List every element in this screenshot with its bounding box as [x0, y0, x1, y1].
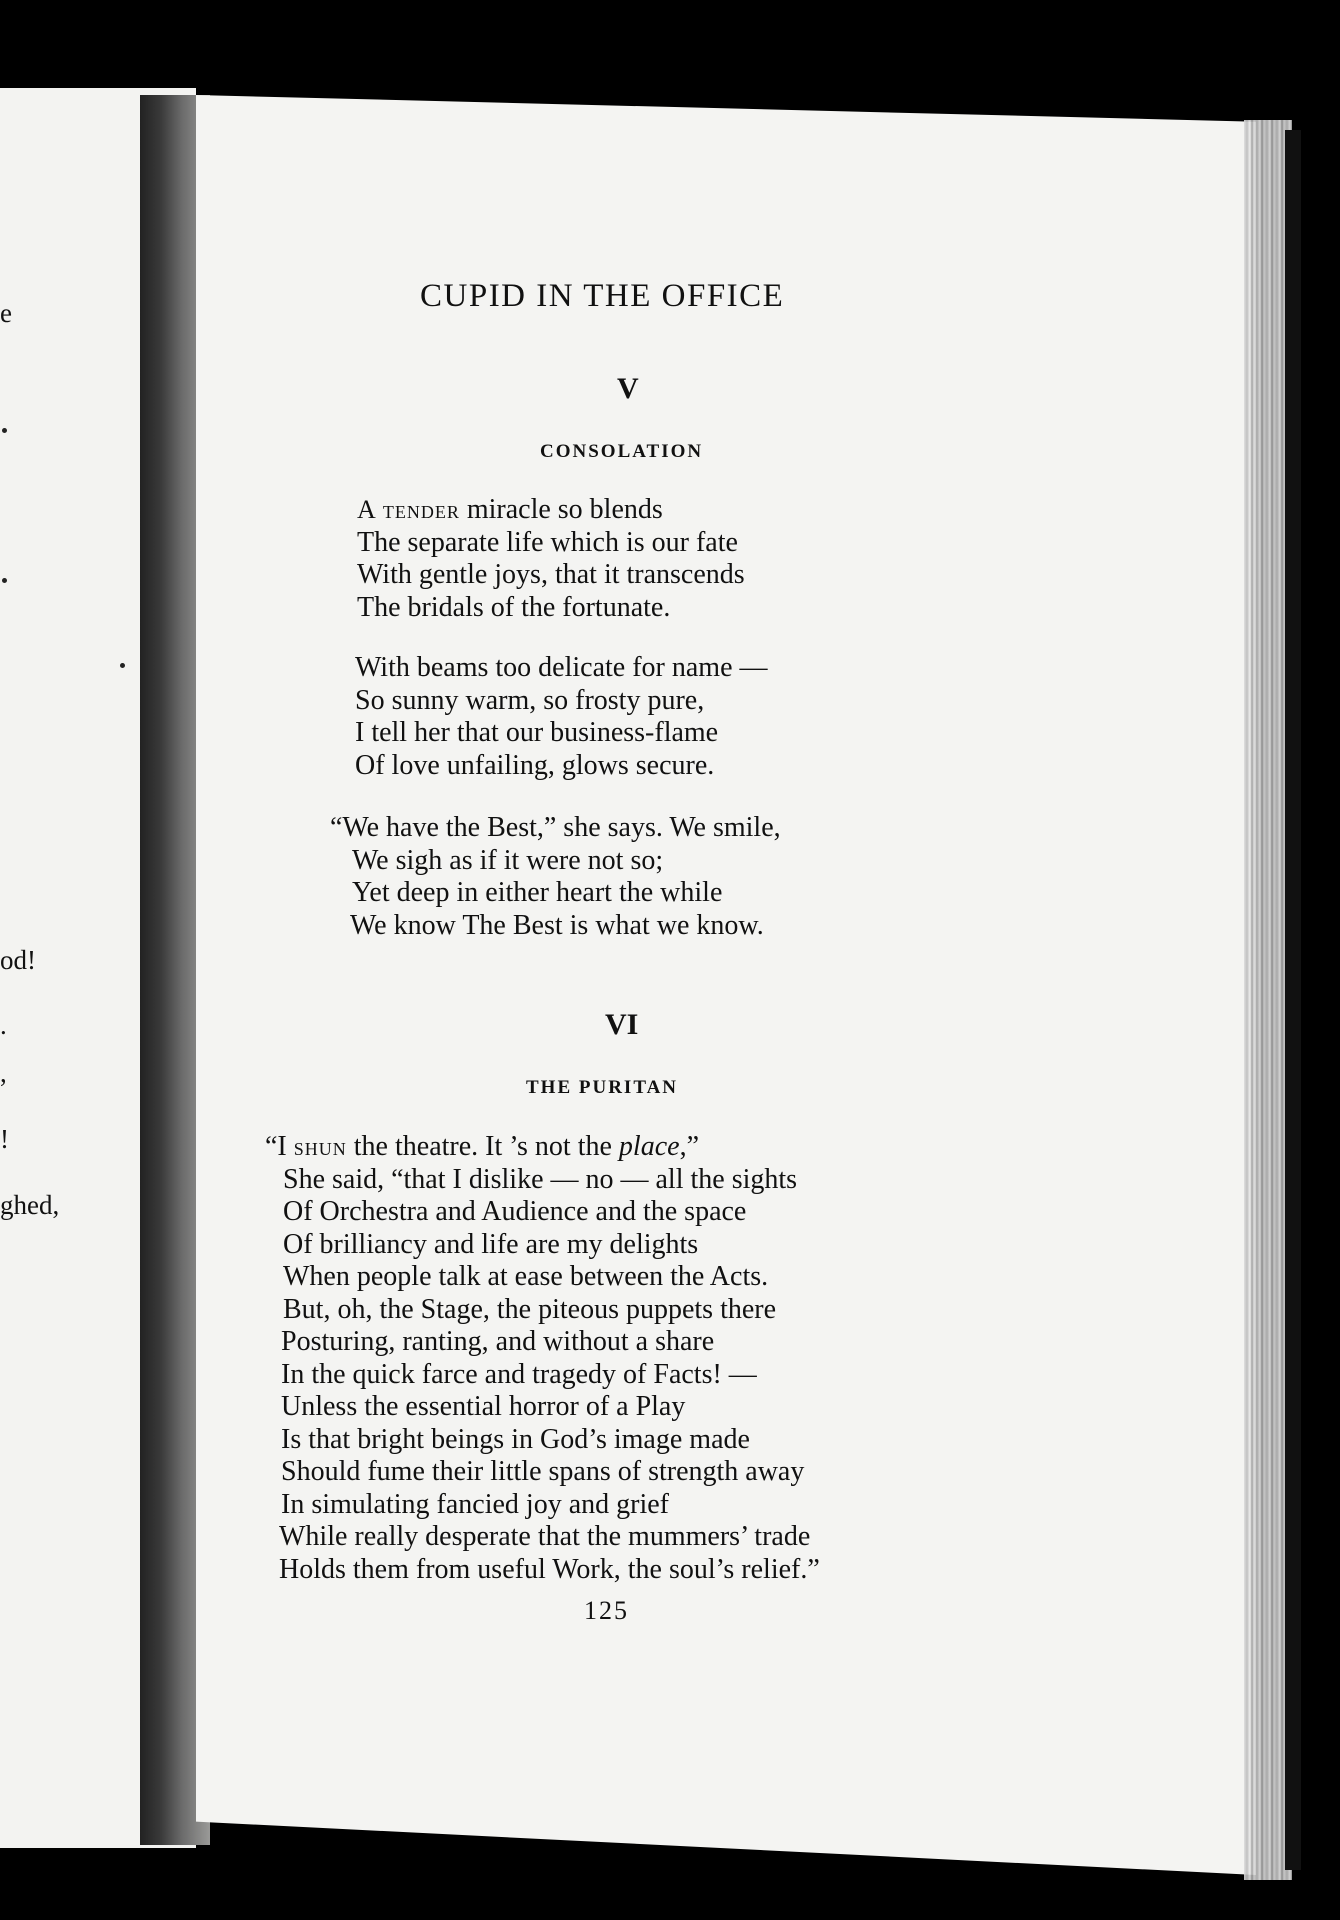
stanza [357, 494, 745, 624]
verse-line: Yet deep in either heart the while [352, 877, 723, 908]
verse-line: With gentle joys, that it transcends [357, 559, 745, 590]
verse-line: Unless the essential horror of a Play [281, 1391, 686, 1422]
verse-line: Posturing, ranting, and without a share [281, 1326, 715, 1357]
verse-line: Should fume their little spans of strength away [281, 1456, 805, 1487]
verse-line: With beams too delicate for name — [355, 652, 768, 683]
stanza [355, 652, 768, 782]
verse-line [265, 1131, 820, 1164]
verse-text: the theatre. It ’s not the [346, 1131, 619, 1162]
verse-line: “We have the Best,” she says. We smile, [330, 812, 781, 843]
running-title: CUPID IN THE OFFICE [420, 278, 785, 314]
verse-text: miracle so blends [459, 494, 663, 525]
left-page-fragment: ghed, [0, 1190, 60, 1220]
verse-line: She said, “that I dislike — no — all the sights [283, 1163, 798, 1195]
verse-line: Of love unfailing, glows secure. [355, 749, 715, 781]
verse-text: ,” [679, 1131, 699, 1162]
verse-line [357, 494, 745, 527]
left-page-fragment: . [0, 1010, 7, 1040]
stanza [330, 812, 781, 942]
page-edge-shadow [1285, 130, 1301, 1870]
section-title: THE PURITAN [526, 1077, 679, 1098]
ink-speck [120, 663, 125, 668]
section-title: CONSOLATION [540, 441, 704, 462]
verse-line: We know The Best is what we know. [350, 909, 764, 941]
verse-line: In the quick farce and tragedy of Facts! — [281, 1358, 757, 1390]
ink-speck [2, 428, 7, 433]
left-page-fragment: od! [0, 945, 36, 975]
verse-line: While really desperate that the mummers’ trade [279, 1521, 811, 1552]
verse-line: But, oh, the Stage, the piteous puppets there [283, 1293, 777, 1325]
verse-text: “I [265, 1131, 294, 1162]
verse-line: So sunny warm, so frosty pure, [355, 684, 705, 716]
ink-speck [2, 578, 7, 583]
verse-line: In simulating fancied joy and grief [281, 1488, 669, 1520]
verse-line: Holds them from useful Work, the soul’s relief.” [279, 1553, 820, 1585]
verse-line: When people talk at ease between the Acts. [283, 1261, 769, 1292]
stanza [265, 1131, 820, 1586]
left-page-fragment: e [0, 298, 12, 328]
small-caps-opening: A tender [357, 495, 460, 524]
left-page-fragment: , [0, 1058, 7, 1088]
section-number: V [617, 372, 639, 405]
verse-line: The bridals of the fortunate. [357, 591, 671, 623]
verse-line: Of Orchestra and Audience and the space [283, 1196, 747, 1227]
verse-line: We sigh as if it were not so; [352, 844, 664, 876]
verse-line: I tell her that our business-flame [355, 717, 719, 748]
verse-line: Is that bright beings in God’s image made [281, 1423, 750, 1455]
right-page [196, 95, 1256, 1875]
small-caps-opening: shun [293, 1132, 347, 1161]
page-number: 125 [584, 1596, 629, 1625]
verse-line: Of brilliancy and life are my delights [283, 1228, 699, 1260]
italic-word: place [618, 1131, 680, 1162]
section-number: VI [605, 1008, 639, 1041]
verse-line: The separate life which is our fate [357, 526, 738, 558]
left-page-fragment: ! [0, 1124, 9, 1154]
